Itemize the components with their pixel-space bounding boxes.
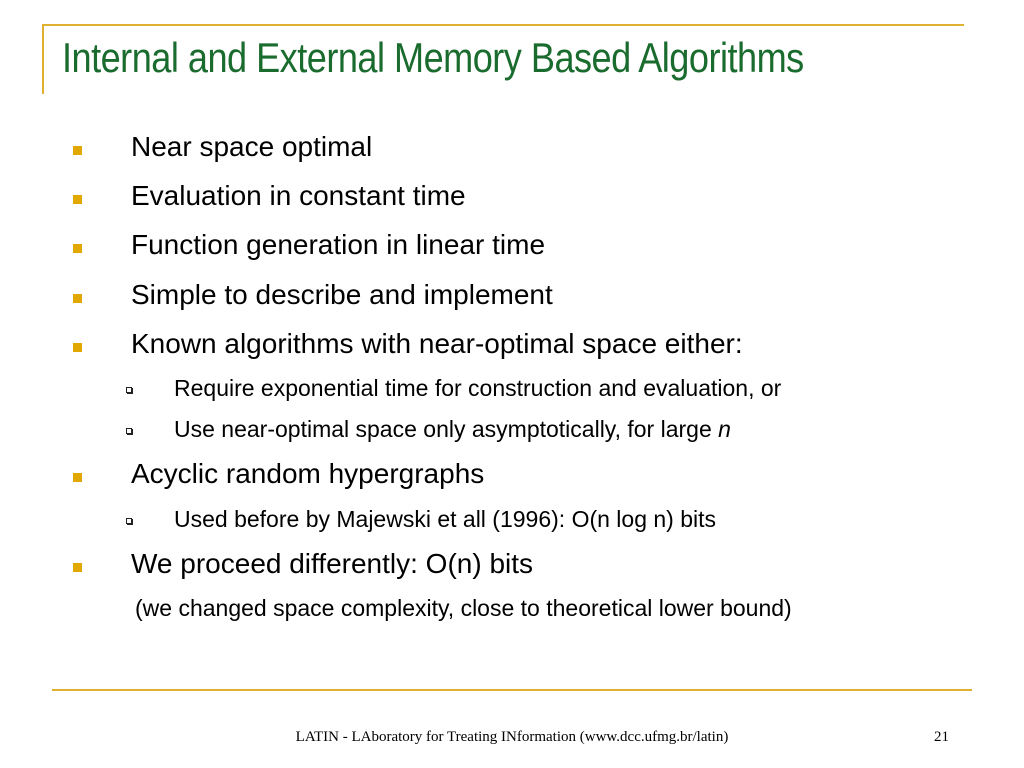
title-frame-left-rule: [42, 24, 44, 94]
square-bullet-icon: [73, 294, 82, 303]
square-bullet-icon: [73, 473, 82, 482]
square-bullet-icon: [73, 563, 82, 572]
bullet-text: Near space optimal: [131, 131, 373, 162]
variable-n: n: [718, 416, 731, 442]
hollow-square-bullet-icon: [126, 518, 132, 524]
footer-rule: [52, 689, 972, 691]
bullet-text: We proceed differently: O(n) bits: [131, 548, 534, 579]
footer-text: LATIN - LAboratory for Treating INformation (www.dcc.ufmg.br/latin): [295, 729, 729, 745]
square-bullet-icon: [73, 146, 82, 155]
bullet-text: Evaluation in constant time: [131, 180, 466, 211]
sub-bullet-text: Used before by Majewski et all (1996): O(n log n) bits: [174, 506, 717, 532]
title-frame-top-rule: [42, 24, 964, 26]
square-bullet-icon: [73, 343, 82, 352]
square-bullet-icon: [73, 195, 82, 204]
slide-title: Internal and External Memory Based Algorithms: [62, 34, 804, 81]
bullet-text: Acyclic random hypergraphs: [131, 458, 485, 489]
bullet-text: Function generation in linear time: [131, 229, 546, 260]
bullet-text: Simple to describe and implement: [131, 279, 553, 310]
hollow-square-bullet-icon: [126, 387, 132, 393]
hollow-square-bullet-icon: [126, 428, 132, 434]
square-bullet-icon: [73, 244, 82, 253]
sub-bullet-text-plain: Use near-optimal space only asymptotically, for large: [174, 416, 719, 442]
bullet-text: Known algorithms with near-optimal space either:: [131, 328, 743, 359]
note-text: (we changed space complexity, close to theoretical lower bound): [135, 595, 792, 621]
sub-bullet-text: Require exponential time for construction and evaluation, or: [174, 375, 782, 401]
page-number: 21: [934, 729, 949, 745]
sub-bullet-text: [174, 415, 731, 443]
